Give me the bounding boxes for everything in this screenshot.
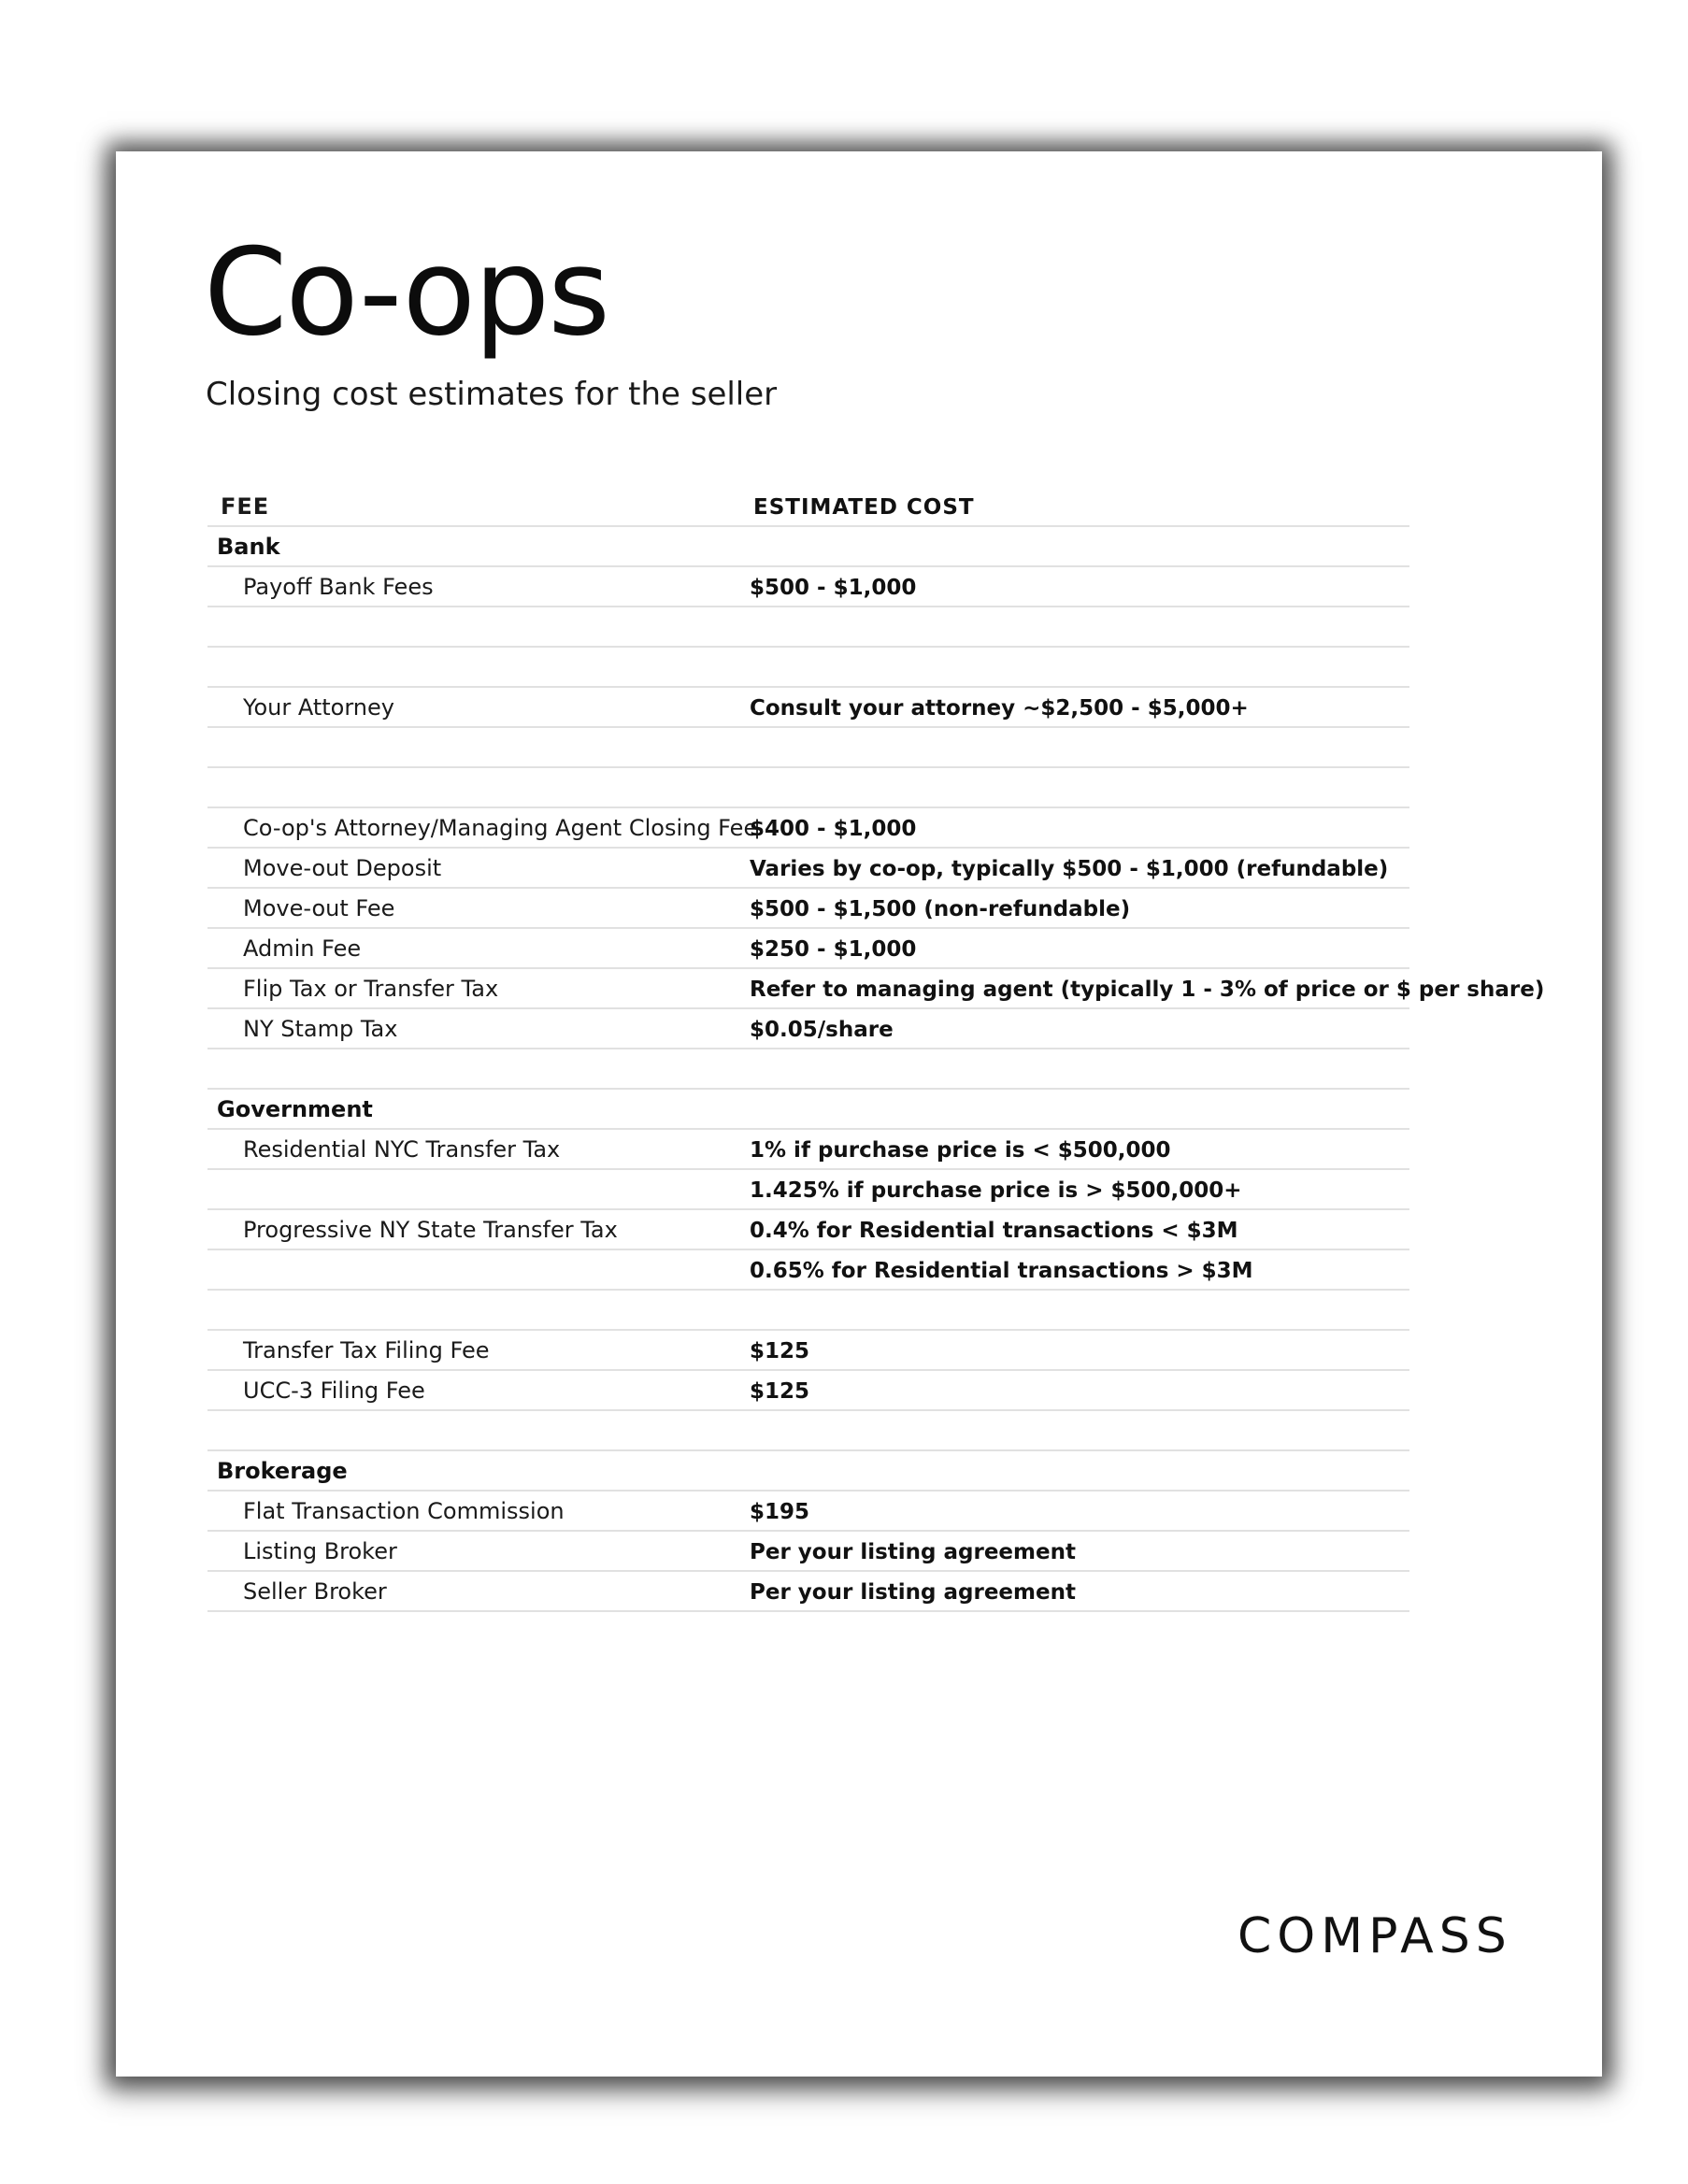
section-row-bank (207, 527, 1409, 567)
fee-label: Move-out Deposit (243, 855, 442, 881)
section-label-bank: Bank (217, 534, 280, 560)
empty-row (207, 1411, 1409, 1451)
empty-row (207, 607, 1409, 648)
table-row (207, 1130, 1409, 1170)
estimated-cost-column-header: ESTIMATED COST (753, 495, 975, 520)
page-title: Co-ops (204, 223, 608, 363)
empty-row (207, 728, 1409, 768)
fee-label: Listing Broker (243, 1538, 397, 1564)
table-row (207, 1210, 1409, 1250)
table-row (207, 1572, 1409, 1612)
fee-label: Residential NYC Transfer Tax (243, 1136, 561, 1163)
cost-value: $125 (750, 1339, 810, 1363)
cost-value: 0.4% for Residential transactions < $3M (750, 1219, 1238, 1243)
table-row (207, 929, 1409, 969)
cost-value: 0.65% for Residential transactions > $3M (750, 1259, 1253, 1283)
table-row (207, 567, 1409, 607)
cost-value: Varies by co-op, typically $500 - $1,000 (refundable) (750, 857, 1389, 881)
table-row (207, 889, 1409, 929)
fee-label: Progressive NY State Transfer Tax (243, 1217, 618, 1243)
table-row (207, 1532, 1409, 1572)
table-row (207, 969, 1545, 1009)
section-row-brokerage (207, 1451, 1409, 1492)
page-subtitle: Closing cost estimates for the seller (206, 376, 778, 413)
fee-column-header: FEE (221, 493, 270, 520)
fee-label: Co-op's Attorney/Managing Agent Closing Fee (243, 815, 758, 841)
table-row (207, 1331, 1409, 1371)
cost-value: $400 - $1,000 (750, 817, 917, 841)
cost-value: 1% if purchase price is < $500,000 (750, 1138, 1171, 1163)
cost-value: $500 - $1,500 (non-refundable) (750, 897, 1131, 921)
fee-label: Transfer Tax Filing Fee (243, 1337, 490, 1363)
cost-value: $250 - $1,000 (750, 937, 917, 962)
table-row (207, 849, 1409, 889)
cost-value: 1.425% if purchase price is > $500,000+ (750, 1178, 1242, 1203)
fee-label: UCC-3 Filing Fee (243, 1377, 425, 1404)
table-row (207, 1009, 1409, 1049)
fee-label: NY Stamp Tax (243, 1016, 398, 1042)
fee-label: Move-out Fee (243, 895, 395, 921)
cost-value: Per your listing agreement (750, 1580, 1076, 1605)
table-row (207, 1492, 1409, 1532)
table-row (207, 688, 1409, 728)
closing-costs-table (207, 480, 1545, 1612)
fee-label: Your Attorney (243, 694, 394, 721)
fee-label: Admin Fee (243, 935, 362, 962)
section-row-government (207, 1090, 1409, 1130)
table-row (207, 1250, 1409, 1291)
empty-row (207, 1291, 1409, 1331)
fee-label: Flip Tax or Transfer Tax (243, 976, 499, 1002)
fee-label: Seller Broker (243, 1578, 387, 1605)
table-row (207, 1170, 1409, 1210)
cost-value: $195 (750, 1500, 810, 1524)
compass-logo: COMPASS (1237, 1908, 1512, 1964)
empty-row (207, 768, 1409, 808)
empty-row (207, 1049, 1409, 1090)
cost-value: Per your listing agreement (750, 1540, 1076, 1564)
fee-label: Payoff Bank Fees (243, 574, 434, 600)
section-label-government: Government (217, 1096, 373, 1122)
cost-value: Refer to managing agent (typically 1 - 3% of price or $ per share) (750, 978, 1545, 1002)
section-label-brokerage: Brokerage (217, 1458, 348, 1484)
document-page (116, 151, 1602, 2077)
cost-value: $500 - $1,000 (750, 576, 917, 600)
fee-label: Flat Transaction Commission (243, 1498, 565, 1524)
table-row (207, 1371, 1409, 1411)
cost-value: Consult your attorney ~$2,500 - $5,000+ (750, 696, 1249, 721)
table-row (207, 808, 1409, 849)
cost-value: $0.05/share (750, 1018, 894, 1042)
empty-row (207, 648, 1409, 688)
table-header-row (207, 480, 1409, 527)
cost-value: $125 (750, 1379, 810, 1404)
